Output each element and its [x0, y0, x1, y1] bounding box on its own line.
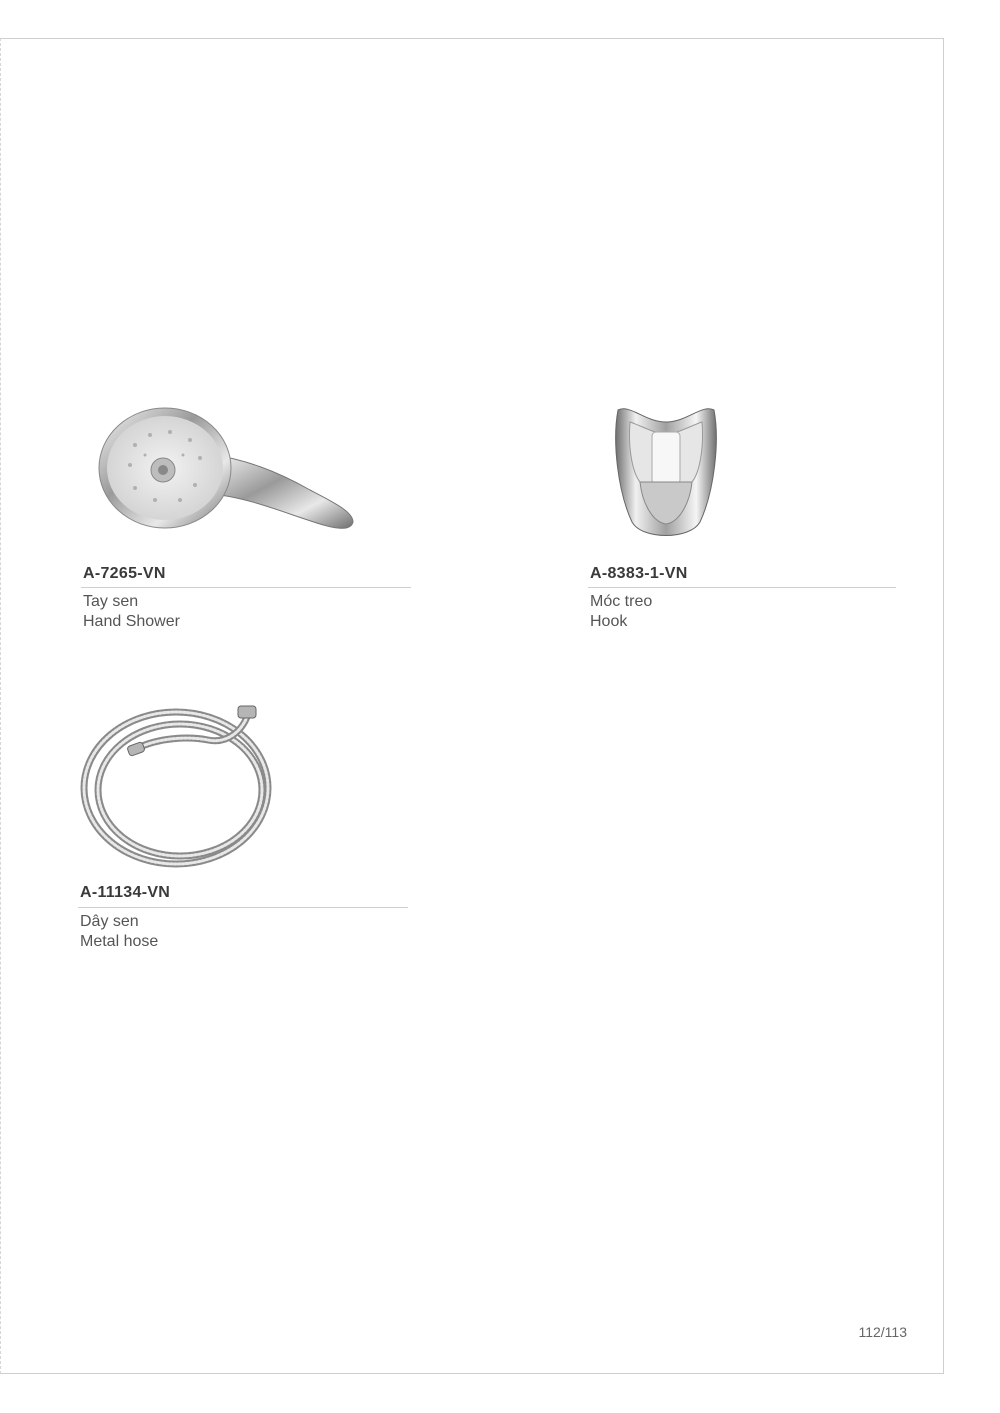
- product-name-en: Hand Shower: [83, 613, 180, 630]
- metal-hose-image: [78, 700, 278, 870]
- product-name-vi: Tay sen: [83, 593, 139, 610]
- product-name-vi: Dây sen: [80, 913, 139, 930]
- divider: [78, 907, 408, 908]
- product-code: A-8383-1-VN: [590, 565, 688, 582]
- page-number: 112/113: [858, 1324, 907, 1340]
- hand-shower-image: [95, 400, 360, 540]
- product-code: A-7265-VN: [83, 565, 166, 582]
- divider: [588, 587, 896, 588]
- divider: [81, 587, 411, 588]
- hook-image: [610, 402, 722, 544]
- product-code: A-11134-VN: [80, 884, 171, 901]
- product-name-en: Metal hose: [80, 933, 159, 950]
- product-name-vi: Móc treo: [590, 593, 653, 610]
- product-name-en: Hook: [590, 613, 628, 630]
